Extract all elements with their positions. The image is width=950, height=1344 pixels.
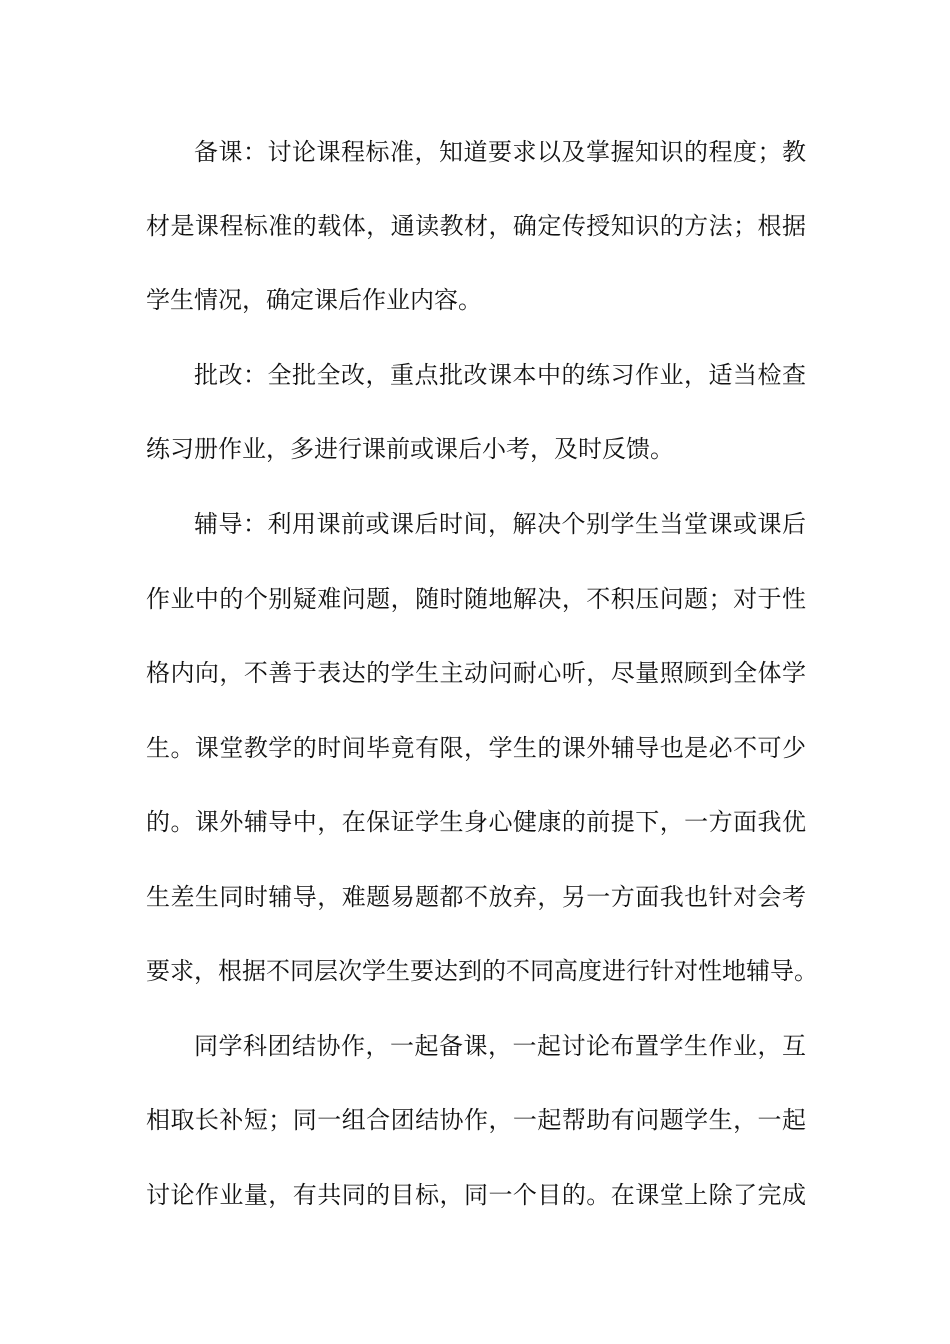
text-line: 讨论作业量，有共同的目标，同一个目的。在课堂上除了完成: [146, 1181, 806, 1209]
text-line: 辅导：利用课前或课后时间，解决个别学生当堂课或课后: [194, 510, 806, 538]
text-line: 材是课程标准的载体，通读教材，确定传授知识的方法；根据: [146, 212, 806, 240]
text-line: 格内向，不善于表达的学生主动问耐心听，尽量照顾到全体学: [146, 659, 806, 687]
text-line: 要求，根据不同层次学生要达到的不同高度进行针对性地辅导。: [146, 957, 818, 985]
text-line: 学生情况，确定课后作业内容。: [146, 286, 482, 314]
text-line: 的。课外辅导中，在保证学生身心健康的前提下，一方面我优: [146, 808, 806, 836]
text-line: 批改：全批全改，重点批改课本中的练习作业，适当检查: [194, 361, 806, 389]
text-line: 练习册作业，多进行课前或课后小考，及时反馈。: [146, 435, 674, 463]
text-line: 备课：讨论课程标准，知道要求以及掌握知识的程度；教: [194, 138, 806, 166]
text-line: 相取长补短；同一组合团结协作，一起帮助有问题学生，一起: [146, 1106, 806, 1134]
text-line: 生。课堂教学的时间毕竟有限，学生的课外辅导也是必不可少: [146, 734, 806, 762]
text-line: 同学科团结协作，一起备课，一起讨论布置学生作业，互: [194, 1032, 806, 1060]
text-line: 生差生同时辅导，难题易题都不放弃，另一方面我也针对会考: [146, 883, 806, 911]
text-line: 作业中的个别疑难问题，随时随地解决，不积压问题；对于性: [146, 585, 806, 613]
